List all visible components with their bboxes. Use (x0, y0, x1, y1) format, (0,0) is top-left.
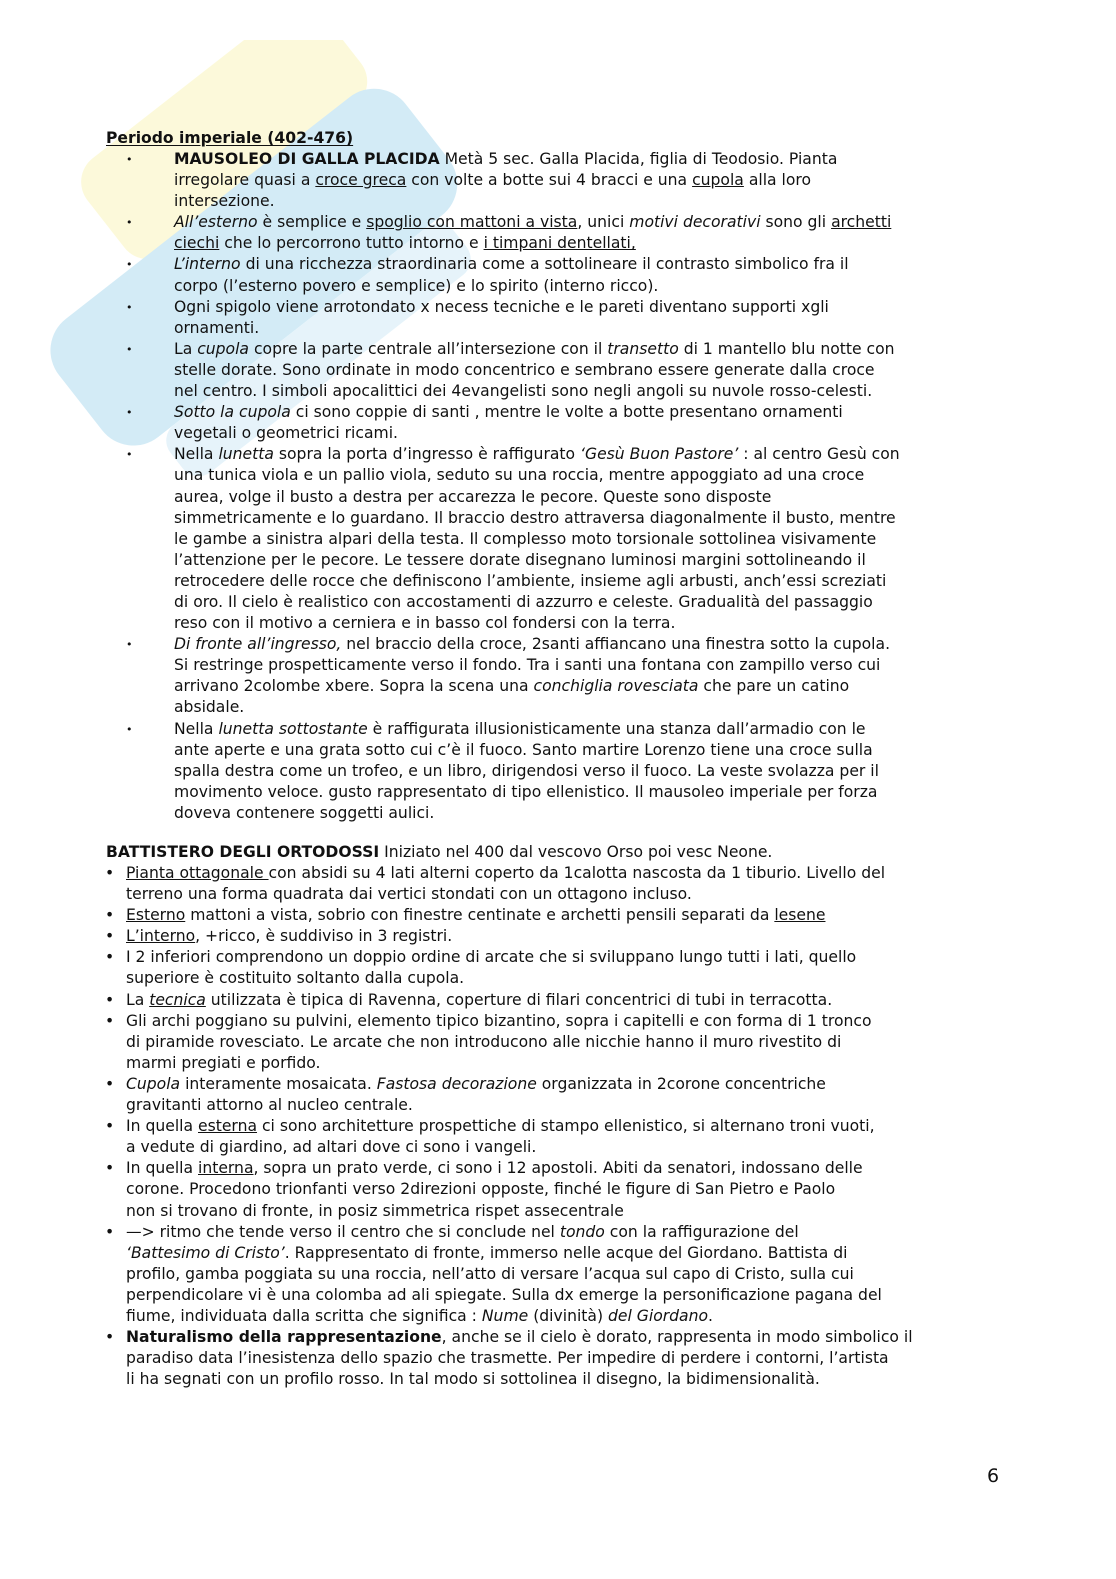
bullet-icon: • (105, 948, 115, 967)
line-text: corone. Procedono trionfanti verso 2direzioni opposte, finché le figure di San Pietro e Paolo (126, 1180, 836, 1199)
bullet-icon: • (126, 216, 133, 230)
line-text: superiore è costituito soltanto dalla cupola. (126, 969, 465, 988)
line-text: La cupola copre la parte centrale all’intersezione con il transetto di 1 mantello blu notte con (174, 339, 895, 358)
list-item (105, 863, 913, 905)
line-text: In quella interna, sopra un prato verde, ci sono i 12 apostoli. Abiti da senatori, indossano delle (126, 1159, 863, 1178)
line-text: All’esterno è semplice e spoglio con mattoni a vista, unici motivi decorativi sono gli archetti (174, 213, 892, 232)
bullet-icon: • (105, 1222, 115, 1241)
line-text: fiume, individuata dalla scritta che significa : Nume (divinità) del Giordano. (126, 1306, 713, 1325)
line-text: irregolare quasi a croce greca con volte a botte sui 4 bracci e una cupola alla loro (174, 171, 812, 190)
line-text: reso con il motivo a cerniera e in basso col fondersi con la terra. (174, 614, 676, 633)
list-item (105, 1327, 913, 1390)
line-text: marmi pregiati e porfido. (126, 1053, 321, 1072)
line-text: Naturalismo della rappresentazione, anche se il cielo è dorato, rappresenta in modo simbolico il (126, 1328, 913, 1347)
list-item (126, 339, 900, 402)
line-text: La tecnica utilizzata è tipica di Ravenna, coperture di filari concentrici di tubi in terracotta. (126, 990, 833, 1009)
bullet-icon: • (105, 906, 115, 925)
line-text: a vedute di giardino, ad altari dove ci sono i vangeli. (126, 1138, 537, 1157)
list-item (105, 1158, 913, 1221)
line-text: MAUSOLEO DI GALLA PLACIDA Metà 5 sec. Galla Placida, figlia di Teodosio. Pianta (174, 150, 838, 168)
line-text: una tunica viola e un pallio viola, seduto su una roccia, mentre appoggiato ad una croce (174, 466, 865, 485)
battistero-bullet-list (105, 863, 913, 1390)
line-text: retrocedere delle rocce che definiscono l’ambiente, insieme agli arbusti, anch’essi screziati (174, 571, 887, 590)
bullet-icon: • (105, 1117, 115, 1136)
list-item (126, 719, 900, 824)
line-text: absidale. (174, 698, 245, 717)
section-heading-periodo-imperiale: Periodo imperiale (402-476) (106, 129, 354, 147)
list-item (105, 990, 913, 1011)
list-item (126, 444, 900, 634)
battistero-intro: Iniziato nel 400 dal vescovo Orso poi vesc Neone. (379, 843, 773, 861)
line-text: nel centro. I simboli apocalittici dei 4evangelisti sono negli angoli su nuvole rosso-celesti. (174, 382, 873, 401)
line-text: Esterno mattoni a vista, sobrio con finestre centinate e archetti pensili separati da lesene (126, 906, 826, 925)
line-text: —> ritmo che tende verso il centro che si conclude nel tondo con la raffigurazione del (126, 1222, 799, 1241)
list-item (126, 634, 900, 718)
list-item (105, 1116, 913, 1158)
line-text: Si restringe prospetticamente verso il fondo. Tra i santi una fontana con zampillo verso cui (174, 656, 881, 675)
line-text: di oro. Il cielo è realistico con accostamenti di azzurro e celeste. Gradualità del passaggio (174, 592, 873, 611)
list-item (126, 254, 900, 296)
list-item (105, 926, 913, 947)
bullet-icon: • (126, 342, 133, 356)
line-text: I 2 inferiori comprendono un doppio ordine di arcate che si sviluppano lungo tutti i lati, quello (126, 948, 857, 967)
line-text: terreno una forma quadrata dai vertici stondati con un ottagono incluso. (126, 885, 692, 904)
section-heading-battistero (106, 842, 772, 863)
line-text: stelle dorate. Sono ordinate in modo concentrico e sembrano essere generate dalla croce (174, 360, 875, 379)
list-item (105, 947, 913, 989)
line-text: le gambe a sinistra alpari della testa. Il complesso moto torsionale sottolinea visivamente (174, 529, 877, 548)
line-text: arrivano 2colombe xbere. Sopra la scena una conchiglia rovesciata che pare un catino (174, 677, 850, 696)
bullet-icon: • (105, 1011, 115, 1030)
line-text: L’interno, +ricco, è suddiviso in 3 registri. (126, 927, 453, 946)
line-text: In quella esterna ci sono architetture prospettiche di stampo ellenistico, si alternano troni vuoti, (126, 1117, 875, 1136)
page-number: 6 (987, 1465, 1000, 1487)
line-text: intersezione. (174, 192, 275, 211)
bullet-icon: • (126, 722, 133, 736)
line-text: l’attenzione per le pecore. Le tessere dorate disegnano luminosi margini sottolineando il (174, 550, 866, 569)
line-text: doveva contenere soggetti aulici. (174, 803, 435, 822)
line-text: movimento veloce. gusto rappresentato di tipo ellenistico. Il mausoleo imperiale per forza (174, 782, 878, 801)
line-text: perpendicolare vi è una colomba ad ali spiegate. Sulla dx emerge la personificazione pagana del (126, 1285, 882, 1304)
line-text: ante aperte e una grata sotto cui c’è il fuoco. Santo martire Lorenzo tiene una croce sulla (174, 740, 873, 759)
bullet-icon: • (105, 927, 115, 946)
list-item (105, 1011, 913, 1074)
list-item (126, 149, 900, 212)
line-text: ornamenti. (174, 318, 260, 337)
bullet-icon: • (126, 258, 133, 272)
line-text: spalla destra come un trofeo, e un libro, dirigendosi verso il fuoco. La veste svolazza per il (174, 761, 879, 780)
battistero-title: BATTISTERO DEGLI ORTODOSSI (106, 843, 380, 861)
line-text: di piramide rovesciato. Le arcate che non introducono alle nicchie hanno il muro rivestito di (126, 1032, 842, 1051)
list-item (105, 1074, 913, 1116)
line-text: profilo, gamba poggiata su una roccia, nell’atto di versare l’acqua sul capo di Cristo, sulla cui (126, 1264, 854, 1283)
line-text: gravitanti attorno al nucleo centrale. (126, 1096, 413, 1115)
bullet-icon: • (105, 864, 115, 882)
bullet-icon: • (105, 1074, 115, 1093)
line-text: Cupola interamente mosaicata. Fastosa decorazione organizzata in 2corone concentriche (126, 1074, 826, 1093)
list-item (126, 402, 900, 444)
line-text: Ogni spigolo viene arrotondato x necess tecniche e le pareti diventano supporti xgli (174, 297, 829, 316)
bullet-icon: • (126, 638, 133, 652)
line-text: ciechi che lo percorrono tutto intorno e i timpani dentellati, (174, 234, 636, 253)
list-item (126, 297, 900, 339)
line-text: Sotto la cupola ci sono coppie di santi , mentre le volte a botte presentano ornamenti (174, 403, 843, 422)
bullet-icon: • (105, 1159, 115, 1178)
list-item (105, 905, 913, 926)
mausoleo-bullet-list (126, 149, 900, 824)
bullet-icon: • (126, 406, 133, 420)
line-text: Nella lunetta sottostante è raffigurata illusionisticamente una stanza dall’armadio con le (174, 719, 866, 738)
bullet-icon: • (126, 153, 133, 166)
list-item (126, 212, 900, 254)
bullet-icon: • (105, 1328, 115, 1347)
line-text: Gli archi poggiano su pulvini, elemento tipico bizantino, sopra i capitelli e con forma di 1 tronco (126, 1011, 872, 1030)
line-text: non si trovano di fronte, in posiz simmetrica rispet assecentrale (126, 1201, 624, 1220)
list-item (105, 1222, 913, 1327)
bullet-icon: • (126, 448, 133, 462)
line-text: Pianta ottagonale con absidi su 4 lati alterni coperto da 1calotta nascosta da 1 tiburio. Livello del (126, 864, 886, 882)
line-text: ‘Battesimo di Cristo’. Rappresentato di fronte, immerso nelle acque del Giordano. Battista di (126, 1243, 848, 1262)
line-text: Di fronte all’ingresso, nel braccio della croce, 2santi affiancano una finestra sotto la cupola. (174, 635, 891, 654)
line-text: aurea, volge il busto a destra per accarezza le pecore. Queste sono disposte (174, 487, 772, 506)
bullet-icon: • (126, 300, 133, 314)
line-text: corpo (l’esterno povero e semplice) e lo spirito (interno ricco). (174, 276, 659, 295)
line-text: simmetricamente e lo guardano. Il braccio destro attraversa diagonalmente il busto, mentre (174, 508, 896, 527)
line-text: Nella lunetta sopra la porta d’ingresso è raffigurato ‘Gesù Buon Pastore’ : al centro Gesù con (174, 445, 900, 464)
bullet-icon: • (105, 990, 115, 1009)
line-text: L’interno di una ricchezza straordinaria come a sottolineare il contrasto simbolico fra il (174, 255, 849, 274)
line-text: li ha segnati con un profilo rosso. In tal modo si sottolinea il disegno, la bidimensionalità. (126, 1370, 820, 1389)
line-text: paradiso data l’inesistenza dello spazio che trasmette. Per impedire di perdere i contorni, l’artista (126, 1349, 889, 1368)
line-text: vegetali o geometrici ricami. (174, 424, 398, 443)
